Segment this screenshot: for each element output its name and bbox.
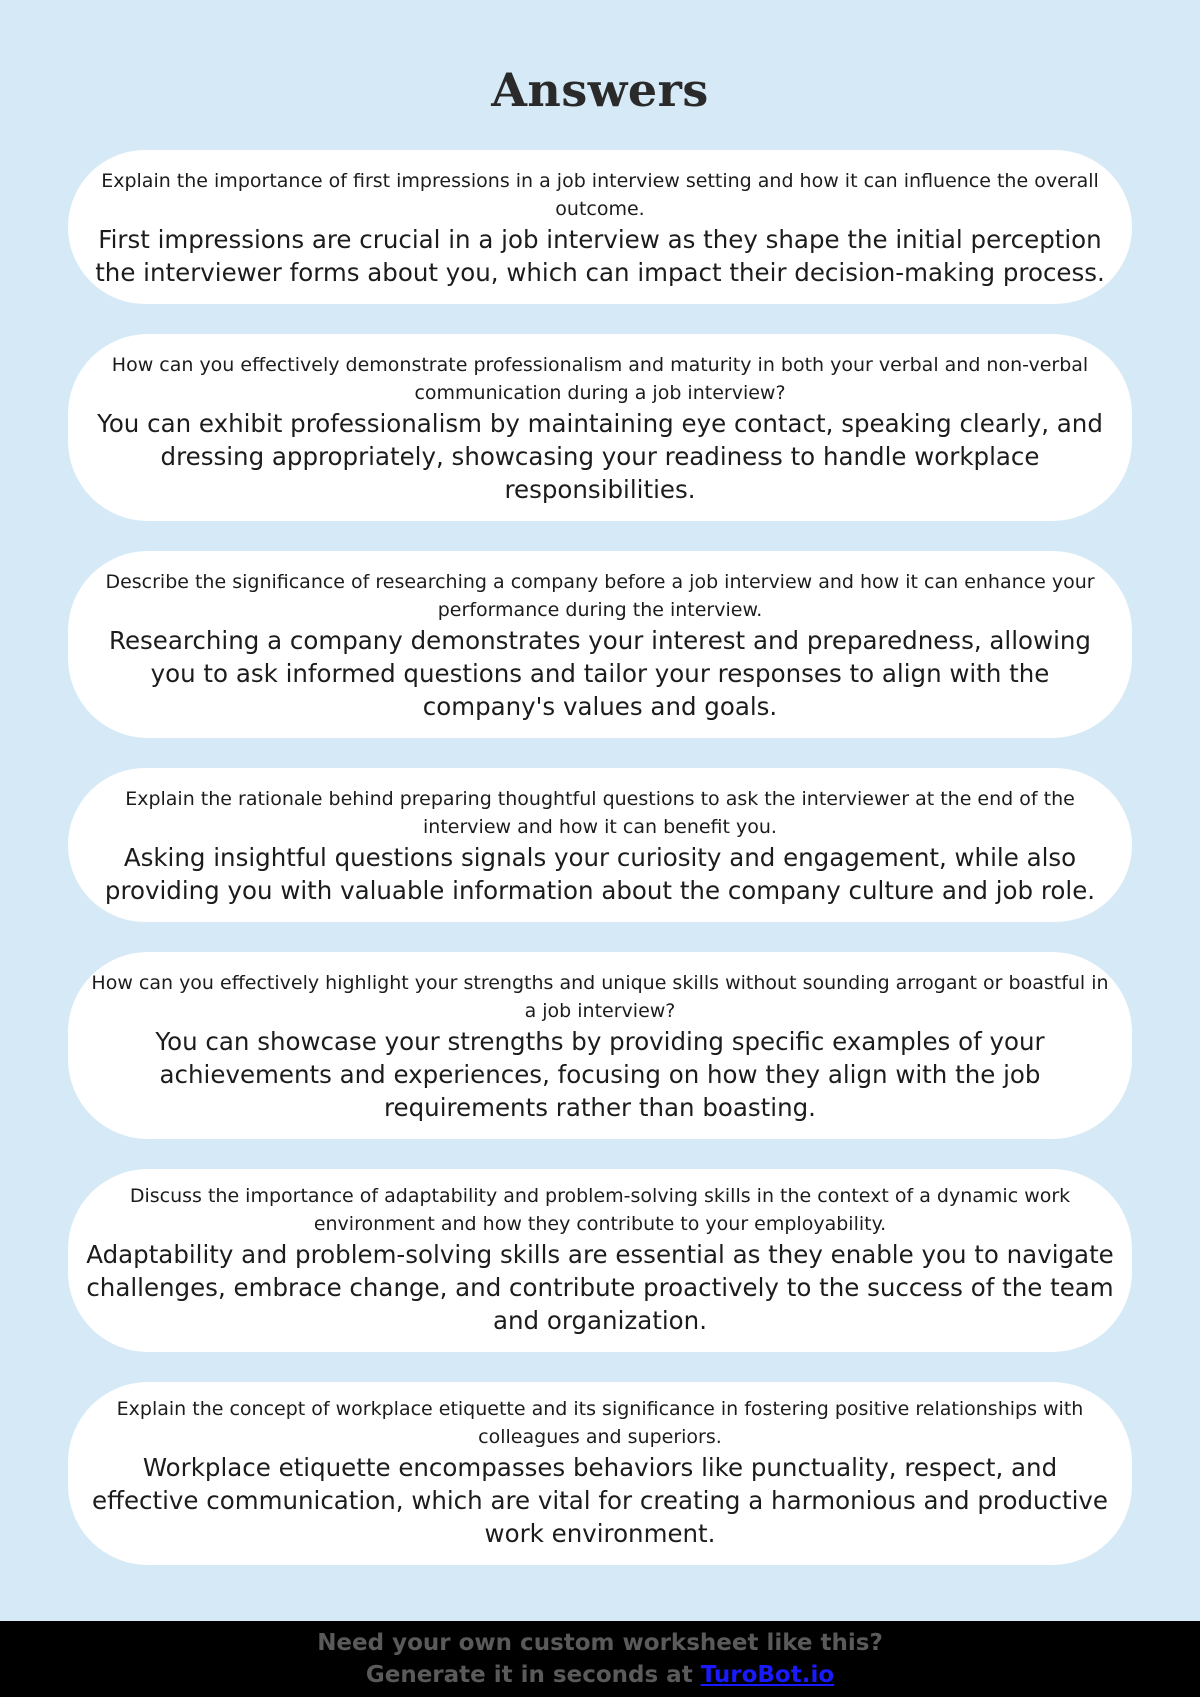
question-text: Describe the significance of researching a company before a job interview and how it can enhance your performance during the interview. xyxy=(105,571,1095,621)
question-text: Explain the concept of workplace etiquette and its significance in fostering positive relationships with colleagues and superiors. xyxy=(116,1398,1084,1448)
answer-card-6 xyxy=(68,1169,1132,1352)
turobot-link[interactable]: TuroBot.io xyxy=(700,1662,835,1688)
promo-footer xyxy=(0,1621,1200,1697)
answer-text: You can showcase your strengths by providing specific examples of your achievements and experiences, focusing on how they align with the job requirements rather than boasting. xyxy=(155,1027,1045,1122)
answer-card-3 xyxy=(68,551,1132,738)
answer-card-4 xyxy=(68,768,1132,922)
answer-text: Workplace etiquette encompasses behaviors like punctuality, respect, and effective communication, which are vital for creating a harmonious and productive work environment. xyxy=(92,1453,1108,1548)
footer-line-1: Need your own custom worksheet like this? xyxy=(317,1630,883,1656)
answer-text: Asking insightful questions signals your curiosity and engagement, while also providing you with valuable information about the company culture and job role. xyxy=(104,843,1096,905)
answer-text: You can exhibit professionalism by maintaining eye contact, speaking clearly, and dressing appropriately, showcasing your readiness to handle workplace responsibilities. xyxy=(97,409,1103,504)
answer-text: Researching a company demonstrates your interest and preparedness, allowing you to ask informed questions and tailor your responses to align with the company's values and goals. xyxy=(109,626,1091,721)
footer-line-2 xyxy=(0,1659,1200,1691)
answer-card-7 xyxy=(68,1382,1132,1565)
page-title: Answers xyxy=(491,63,709,117)
question-text: Discuss the importance of adaptability and problem-solving skills in the context of a dynamic work environment and how they contribute to your employability. xyxy=(129,1185,1071,1235)
question-text: How can you effectively demonstrate professionalism and maturity in both your verbal and non-verbal communication during a job interview? xyxy=(111,354,1089,404)
answer-text: Adaptability and problem-solving skills are essential as they enable you to navigate challenges, embrace change, and contribute proactively to the success of the team and organization. xyxy=(86,1240,1114,1335)
answer-list xyxy=(68,150,1132,1595)
answer-card-1 xyxy=(68,150,1132,304)
answer-card-2 xyxy=(68,334,1132,521)
question-text: Explain the importance of first impressions in a job interview setting and how it can influence the overall outcome. xyxy=(101,170,1099,220)
question-text: How can you effectively highlight your strengths and unique skills without sounding arrogant or boastful in a job interview? xyxy=(91,972,1109,1022)
answer-card-5 xyxy=(68,952,1132,1139)
footer-line-2-prefix: Generate it in seconds at xyxy=(365,1662,701,1688)
question-text: Explain the rationale behind preparing thoughtful questions to ask the interviewer at the end of the interview and how it can benefit you. xyxy=(125,788,1075,838)
answer-text: First impressions are crucial in a job interview as they shape the initial perception the interviewer forms about you, which can impact their decision-making process. xyxy=(95,225,1105,287)
